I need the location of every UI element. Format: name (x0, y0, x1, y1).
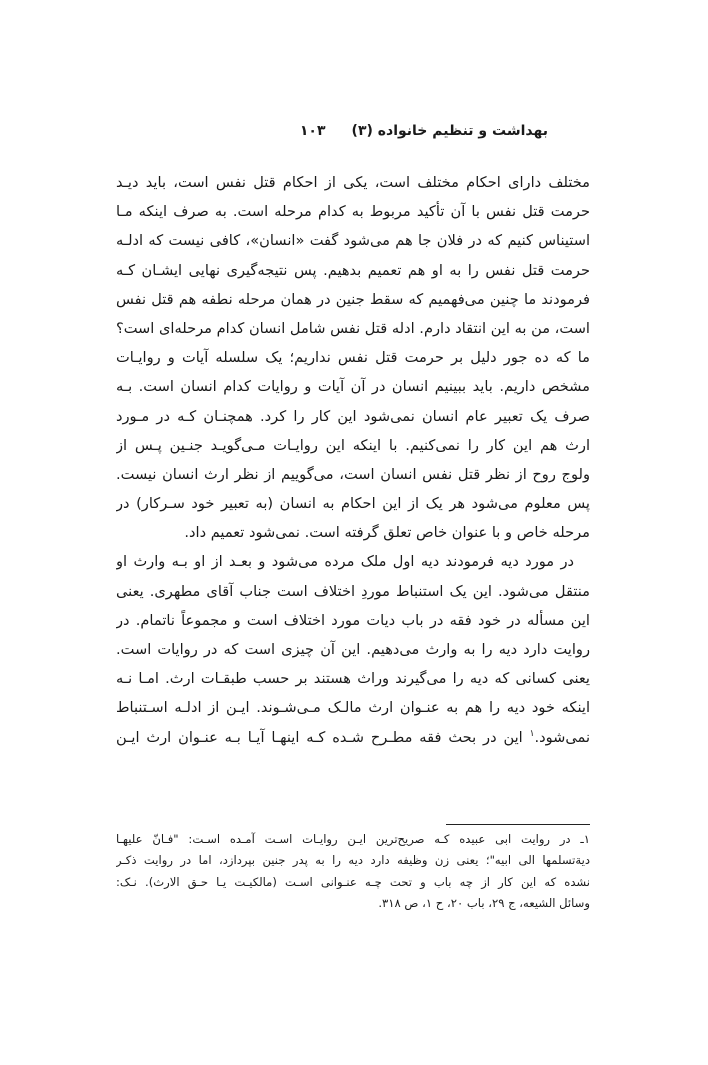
text-line: حرمت قتل نفس را به او هم تعمیم بدهیم. پس نتیجه‌گیری نهایی ایشـان کـه (116, 261, 590, 279)
footnote-marker[interactable]: ۱ (529, 728, 535, 739)
footnote-divider (446, 824, 590, 825)
header-title: بهداشت و تنظیم خانواده (۳) (351, 123, 548, 139)
footnote-line: وسائل الشیعه، ج ۲۹، باب ۲۰، ح ۱، ص ۳۱۸. (378, 896, 590, 911)
text-line: ارث هم این کار را نمی‌کنیم. با اینکه این روایـات مـی‌گویـد جنـین پـس از (116, 436, 590, 454)
text-line: مختلف دارای احکام مختلف است، یکی از احکام قتل نفس است، باید دیـد (116, 174, 590, 191)
text-line: است، من به این انتقاد دارم. ادله قتل نفس شامل انسان کدام مرحله‌ای است؟ (116, 319, 590, 337)
text-line-with-footnote (116, 723, 590, 752)
running-header (100, 120, 548, 142)
page-number: ۱۰۳ (299, 123, 326, 139)
text-line: حرمت قتل نفس با آن تأکید مربوط به کدام مرحله است. به صرف اینکه مـا (116, 203, 590, 221)
text-line: اینکه خود دیه را هم به عنـوان ارث مالـک مـی‌شـوند. ایـن از ادلـه اسـتنباط (116, 699, 590, 717)
body-text (116, 168, 590, 752)
text-line: مشخص داریم. باید ببینیم انسان در آن آیات و روایات کدام انسان است. بـه (116, 378, 590, 396)
footnote (116, 829, 590, 915)
text-line: ما که ده جور دلیل بر حرمت قتل نفس نداریم؛ یک سلسله آیات و روایـات (116, 349, 590, 367)
text-line: فرمودند ما چنین می‌فهمیم که سقط جنین در همان مرحله نطفه هم قتل نفس (116, 290, 590, 308)
footnote-line: ۱ـ در روایت ابی عبیده کـه صریح‌ترین ایـن روایـات اسـت آمـده اسـت: "فـانّ علیهـا (116, 832, 590, 846)
line-start-text: نمی‌شود. (534, 728, 590, 746)
line-end-text: این در بحث فقه مطـرح شـده کـه اینهـا آیـا بـه عنـوان ارث ایـن (116, 728, 523, 746)
text-line: این مسأله در خود فقه در باب دیات مورد اختلاف است و مجموعاً ناتمام. در (116, 611, 590, 629)
footnote-line: نشده که این کار از چه باب و تحت چـه عنـوانی اسـت (مالکیـت یـا حـق الارث). نـک: (116, 874, 590, 889)
text-line: صرف یک تعبیر عام انسان نمی‌شود این کار را کرد. همچنـان کـه در مـورد (116, 407, 590, 425)
text-line: پس معلوم می‌شود هر یک از این احکام به انسان (به تعبیر خود سـرکار) در (116, 495, 590, 513)
text-line: روایت دارد دیه را به وارث می‌دهیم. این آن چیزی است که در روایات است. (116, 641, 590, 658)
text-line: یعنی کسانی که دیه را می‌گیرند وراث هستند بر حسب طبقـات ارث. امـا نـه (116, 670, 590, 688)
text-line: مرحله خاص و با عنوان خاص تعلق گرفته است. نمی‌شود تعمیم داد. (184, 524, 590, 542)
paragraph-first-line: در مورد دیه فرمودند دیه اول ملک مرده می‌شود و بعـد از او بـه وارث او (116, 553, 574, 571)
footnote-line: دیةتسلمها الی ابیه"؛ یعنی زن وظیفه دارد دیه را به پدر جنین بپردازد، اما در روایت ذکـر (116, 853, 590, 868)
text-line: ولوج روح از نظر قتل نفس انسان است، می‌گوییم از نظر ارث انسان نیست. (116, 465, 590, 483)
text-line: استیناس کنیم که در فلان جا هم می‌شود گفت «انسان»، کافی نیست که ادلـه (116, 232, 590, 250)
text-line: منتقل می‌شود. این یک استنباط موردِ اختلاف است جناب آقای مطهری. یعنی (116, 582, 590, 600)
